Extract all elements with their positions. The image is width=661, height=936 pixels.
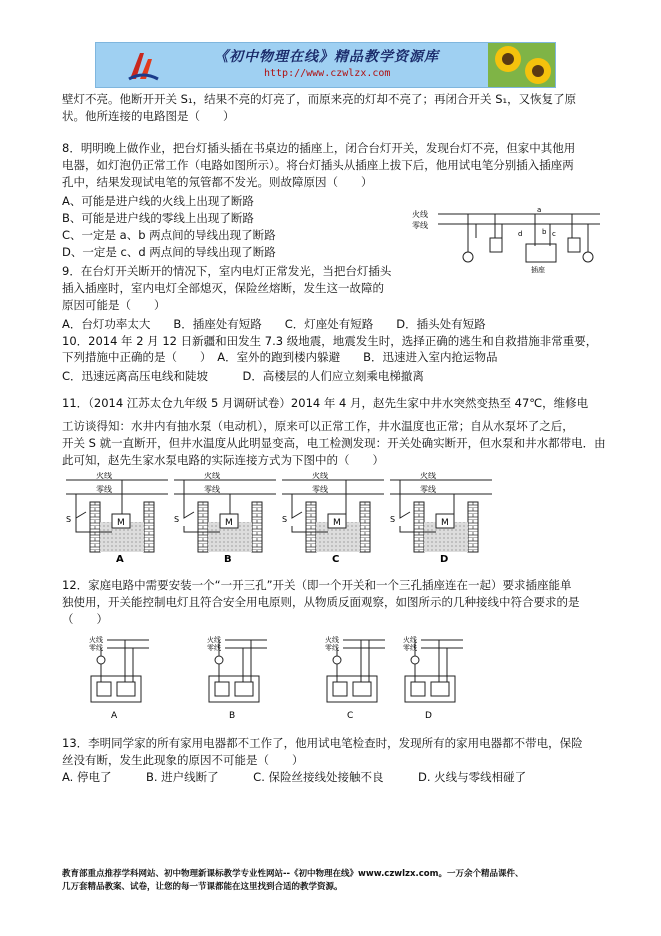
q12-b-live-label: 火线 — [207, 636, 221, 644]
q11-c-live-label: 火线 — [312, 472, 328, 480]
q11-b-neutral-label: 零线 — [204, 485, 220, 494]
q8-option-c: C、一定是 a、b 两点间的导线出现了断路 — [62, 228, 276, 242]
q8-option-b: B、可能是进户线的零线上出现了断路 — [62, 211, 254, 225]
q13-options: A. 停电了 B. 进户线断了 C. 保险丝接线处接触不良 D. 火线与零线相碰了 — [62, 770, 527, 784]
q12-c-live-label: 火线 — [325, 636, 339, 644]
q12-c-neutral-label: 零线 — [325, 644, 339, 652]
q10-line3: C．迅速远离高压电线和陡坡 D．高楼层的人们应立刻乘电梯撤离 — [62, 369, 424, 383]
q12-d-caption: D — [425, 711, 432, 721]
q11-a-caption: A — [116, 554, 124, 564]
q11-a-live-label: 火线 — [96, 472, 112, 480]
q12-a-neutral-label: 零线 — [89, 644, 103, 652]
q7-line1: 壁灯不亮。他断开开关 S₁，结果不亮的灯亮了，而原来亮的灯却不亮了；再闭合开关 S₁，又恢复了原 — [62, 92, 577, 106]
q8-line1: 8．明明晚上做作业，把台灯插头插在书桌边的插座上，闭合台灯开关，发现台灯不亮，但家中其他用 — [62, 141, 576, 155]
q9-options: A．台灯功率太大 B．插座处有短路 C．灯座处有短路 D．插头处有短路 — [62, 317, 486, 331]
q8-line3: 孔中，结果发现试电笔的氖管都不发光。则故障原因（ ） — [62, 175, 373, 189]
banner-title: 《初中物理在线》精品教学资源库 — [214, 49, 439, 65]
q11-d-caption: D — [440, 554, 449, 564]
q12-fig-a — [89, 635, 149, 721]
q11-d-switch-label: S — [390, 515, 396, 524]
q11-c-caption: C — [332, 554, 340, 564]
q12-c-caption: C — [347, 711, 354, 721]
point-d-label: d — [518, 230, 523, 238]
q12-b-caption: B — [229, 711, 236, 721]
q11-pump-circuits — [62, 472, 582, 564]
socket-label: 插座 — [531, 266, 545, 274]
site-logo — [126, 49, 160, 83]
point-a-label: a — [537, 206, 542, 214]
q9-line2: 插入插座时，室内电灯全部熄灭，保险丝熔断，发生这一故障的 — [62, 281, 384, 295]
banner-url[interactable]: http://www.czwlzx.com — [264, 68, 391, 79]
q12-line1: 12．家庭电路中需要安装一个“一开三孔”开关（即一个开关和一个三孔插座连在一起）要求插座能单 — [62, 578, 572, 592]
q12-fig-d — [403, 635, 463, 721]
q11-a-switch-label: S — [66, 515, 72, 524]
q10-line2: 下列措施中正确的是（ ） A．室外的跑到楼内躲避 B．迅速进入室内抢运物品 — [62, 350, 498, 364]
q11-line3: 开关 S 就一直断开，但井水温度从此明显变高，电工检测发现：开关处确实断开，但水泵和井水都带电．由 — [62, 436, 606, 450]
q11-c-switch-label: S — [282, 515, 288, 524]
q11-line4: 此可知，赵先生家水泵电路的实际连接方式为下图中的（ ） — [62, 453, 384, 467]
q11-a-neutral-label: 零线 — [96, 485, 112, 494]
q11-fig-a — [66, 472, 168, 564]
q12-a-caption: A — [111, 711, 118, 721]
q10-line1: 10．2014 年 2 月 12 日新疆和田发生 7.3 级地震，地震发生时，选择正确的逃生和自救措施非常重要， — [62, 334, 598, 348]
q7-line2: 状。他所连接的电路图是（ ） — [62, 109, 235, 123]
q11-a-motor-label: M — [117, 518, 125, 528]
q11-b-live-label: 火线 — [204, 472, 220, 480]
q8-circuit-figure — [410, 204, 605, 274]
q11-fig-c — [282, 472, 384, 564]
q13-line1: 13．李明同学家的所有家用电器都不工作了，他用试电笔检查时，发现所有的家用电器都不带电，保险 — [62, 736, 583, 750]
q12-line3: （ ） — [62, 612, 108, 626]
point-c-label: c — [552, 230, 556, 238]
sunflower-icon — [488, 43, 555, 87]
q11-c-neutral-label: 零线 — [312, 485, 328, 494]
footer-line2: 几万套精品教案、试卷，让您的每一节课都能在这里找到合适的教学资源。 — [62, 882, 343, 892]
q8-option-d: D、一定是 c、d 两点间的导线出现了断路 — [62, 245, 276, 259]
q12-fig-b — [207, 635, 267, 721]
header-banner — [95, 42, 556, 88]
q11-line2: 工访谈得知：水井内有抽水泵（电动机），原来可以正常工作，井水温度也正常；自从水泵坏了之后， — [62, 419, 574, 433]
live-wire-label: 火线 — [412, 210, 428, 219]
q12-line2: 独使用，开关能控制电灯且符合安全用电原则，从物质反面观察，如图所示的几种接线中符合要求的是 — [62, 595, 580, 609]
q12-b-neutral-label: 零线 — [207, 644, 221, 652]
q8-line2: 电器，如灯泡仍正常工作（电路如图所示）。将台灯插头从插座上拔下后，他用试电笔分别插入插座两 — [62, 158, 574, 172]
q11-d-neutral-label: 零线 — [420, 485, 436, 494]
q11-fig-b — [174, 472, 276, 564]
neutral-wire-label: 零线 — [412, 221, 428, 230]
footer-line1: 教育部重点推荐学科网站、初中物理新课标教学专业性网站--《初中物理在线》www.czwlzx.com。一万余个精品课件、 — [62, 869, 524, 879]
q12-fig-c — [325, 635, 385, 721]
q11-b-caption: B — [224, 554, 232, 564]
q11-d-motor-label: M — [441, 518, 449, 528]
q13-line2: 丝没有断，发生此现象的原因不可能是（ ） — [62, 753, 304, 767]
q11-b-switch-label: S — [174, 515, 180, 524]
q11-d-live-label: 火线 — [420, 472, 436, 480]
point-b-label: b — [542, 228, 547, 236]
q12-switch-socket-circuits — [85, 634, 465, 726]
q12-d-neutral-label: 零线 — [403, 644, 417, 652]
q12-d-live-label: 火线 — [403, 636, 417, 644]
q12-a-live-label: 火线 — [89, 636, 103, 644]
q11-c-motor-label: M — [333, 518, 341, 528]
q11-line1: 11．（2014 江苏太仓九年级 5 月调研试卷）2014 年 4 月，赵先生家中井水突然变热至 47℃，维修电 — [62, 396, 589, 410]
q11-fig-d — [390, 472, 492, 564]
q8-option-a: A、可能是进户线的火线上出现了断路 — [62, 194, 254, 208]
q11-b-motor-label: M — [225, 518, 233, 528]
q9-line1: 9．在台灯开关断开的情况下，室内电灯正常发光，当把台灯插头 — [62, 264, 392, 278]
q9-line3: 原因可能是（ ） — [62, 298, 166, 312]
